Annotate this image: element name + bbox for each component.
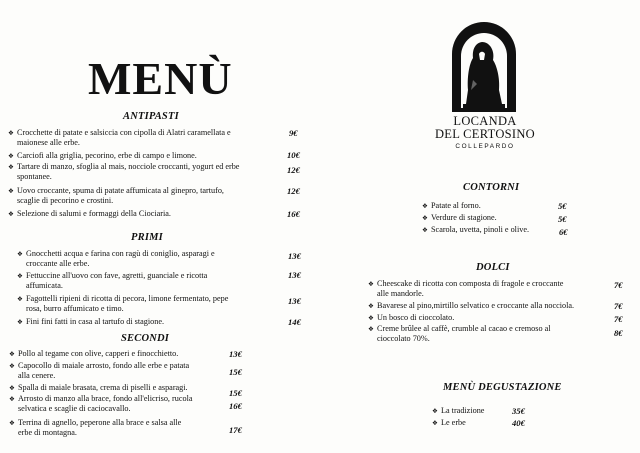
section-heading-secondi: SECONDI <box>121 333 170 344</box>
list-item: ❖ Creme brûlee al caffè, crumble al cacao e cremoso al cioccolato 70%. <box>368 324 551 344</box>
section-heading-dolci: DOLCI <box>476 262 510 273</box>
section-heading-antipasti: ANTIPASTI <box>123 111 179 122</box>
price: 8€ <box>614 328 623 338</box>
list-item: ❖ Arrosto di manzo alla brace, fondo all'elicriso, rucola selvatica e scaglie di caciocavallo. <box>9 394 193 414</box>
list-item: ❖ Selezione di salumi e formaggi della Ciociaria. <box>8 209 171 218</box>
list-item: ❖ Cheescake di ricotta con composta di fragole e croccante alle mandorle. <box>368 279 564 299</box>
price: 9€ <box>289 128 298 138</box>
price: 12€ <box>287 165 300 175</box>
list-item: ❖ Uovo croccante, spuma di patate affumicata al ginepro, tartufo, scaglie di pecorino e crostini. <box>8 186 224 206</box>
list-item: ❖ Verdure di stagione. <box>422 213 497 222</box>
section-heading-primi: PRIMI <box>131 232 163 243</box>
price: 13€ <box>288 270 301 280</box>
price: 16€ <box>287 209 300 219</box>
brand-place: COLLEPARDO <box>455 143 515 150</box>
section-heading-degustazione: MENÙ DEGUSTAZIONE <box>443 382 562 393</box>
brand-name-line2: DEL CERTOSINO <box>434 127 536 141</box>
price: 40€ <box>512 418 525 428</box>
price: 16€ <box>229 401 242 411</box>
price: 35€ <box>512 406 525 416</box>
list-item: ❖ Fettuccine all'uovo con fave, agretti, guanciale e ricotta affumicata. <box>17 271 208 291</box>
list-item: ❖ Scarola, uvetta, pinoli e olive. <box>422 225 529 234</box>
price: 13€ <box>229 349 242 359</box>
list-item: ❖ Gnocchetti acqua e farina con ragù di coniglio, asparagi e croccante alle erbe. <box>17 249 215 269</box>
price: 5€ <box>558 214 567 224</box>
section-heading-contorni: CONTORNI <box>463 182 520 193</box>
list-item: ❖ Crocchette di patate e salsiccia con cipolla di Alatri caramellata e maionese alle erbe. <box>8 128 231 148</box>
price: 12€ <box>287 186 300 196</box>
list-item: ❖ Capocollo di maiale arrosto, fondo alle erbe e patata alla cenere. <box>9 361 190 381</box>
price: 13€ <box>288 251 301 261</box>
price: 14€ <box>288 317 301 327</box>
list-item: ❖ Fagottelli ripieni di ricotta di pecora, limone fermentato, pepe rosa, burro affumicato e timo. <box>17 294 229 314</box>
list-item: ❖ Tartare di manzo, sfoglia al mais, nocciole croccanti, yogurt ed erbe spontanee. <box>8 162 240 182</box>
price: 7€ <box>614 280 623 290</box>
price: 5€ <box>558 201 567 211</box>
list-item: ❖ La tradizione <box>432 406 485 415</box>
price: 13€ <box>288 296 301 306</box>
list-item: ❖ Fini fini fatti in casa al tartufo di stagione. <box>17 317 165 326</box>
list-item: ❖ Terrina di agnello, peperone alla brace e salsa alle erbe di montagna. <box>9 418 182 438</box>
price: 7€ <box>614 301 623 311</box>
monk-in-arch-icon <box>449 20 519 112</box>
price: 6€ <box>559 227 568 237</box>
price: 7€ <box>614 314 623 324</box>
price: 17€ <box>229 425 242 435</box>
list-item: ❖ Spalla di maiale brasata, crema di piselli e asparagi. <box>9 383 188 392</box>
price: 15€ <box>229 367 242 377</box>
list-item: ❖ Un bosco di cioccolato. <box>368 313 455 322</box>
menu-title: MENÙ <box>88 53 233 104</box>
price: 10€ <box>287 150 300 160</box>
brand-name-line1: LOCANDA <box>453 114 517 128</box>
price: 15€ <box>229 388 242 398</box>
list-item: ❖ Carciofi alla griglia, pecorino, erbe di campo e limone. <box>8 151 197 160</box>
list-item: ❖ Patate al forno. <box>422 201 481 210</box>
list-item: ❖ Le erbe <box>432 418 466 427</box>
list-item: ❖ Bavarese al pino,mirtillo selvatico e croccante alla nocciola. <box>368 301 575 310</box>
list-item: ❖ Pollo al tegame con olive, capperi e finocchietto. <box>9 349 179 358</box>
